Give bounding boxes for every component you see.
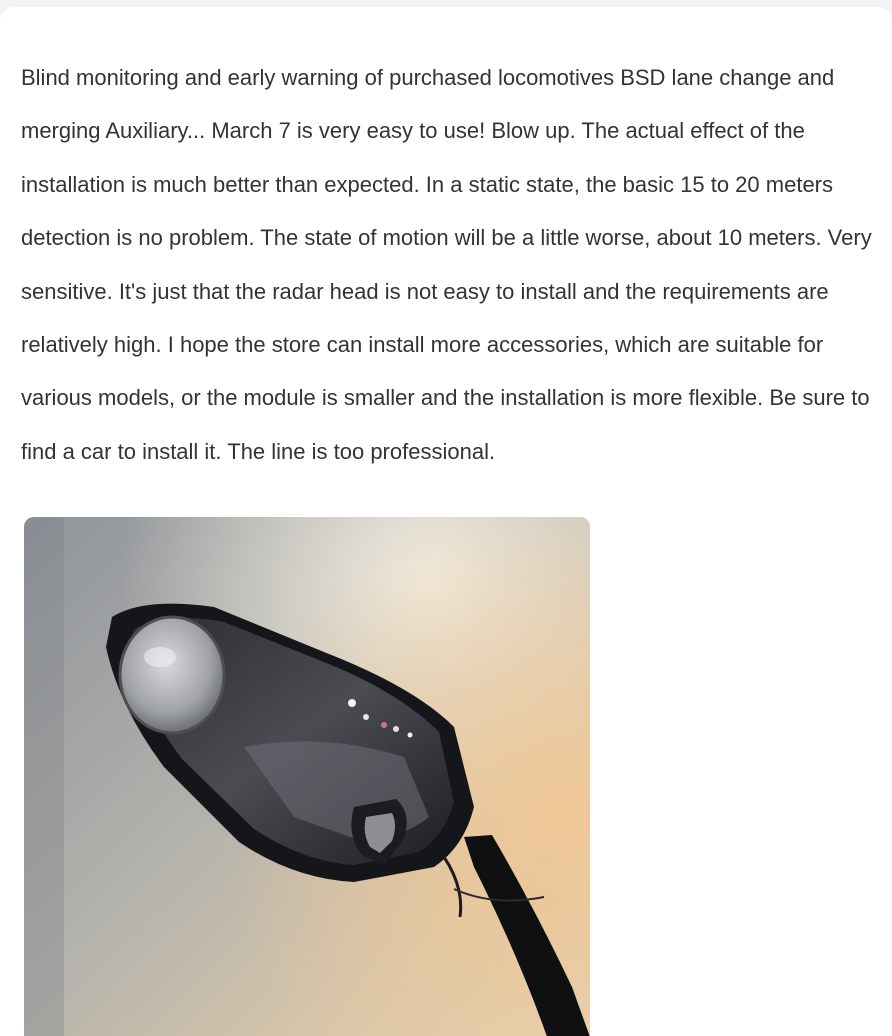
mirror-photo-illustration	[24, 517, 590, 1036]
review-text: Blind monitoring and early warning of purchased locomotives BSD lane change and merging Auxiliary... March 7 is very easy to use! Blow up. The actual effect of the installation is much better than expected. In a static state, the basic 15 to 20 meters detection is no problem. The state of motion will be a little worse, about 10 meters. Very sensitive. It's just that the radar head is not easy to install and the requirements are relatively high. I hope the store can install more accessories, which are suitable for various models, or the module is smaller and the installation is more flexible. Be sure to find a car to install it. The line is too professional.	[21, 65, 872, 464]
review-photo[interactable]	[24, 517, 590, 1036]
review-card	[0, 7, 892, 1036]
